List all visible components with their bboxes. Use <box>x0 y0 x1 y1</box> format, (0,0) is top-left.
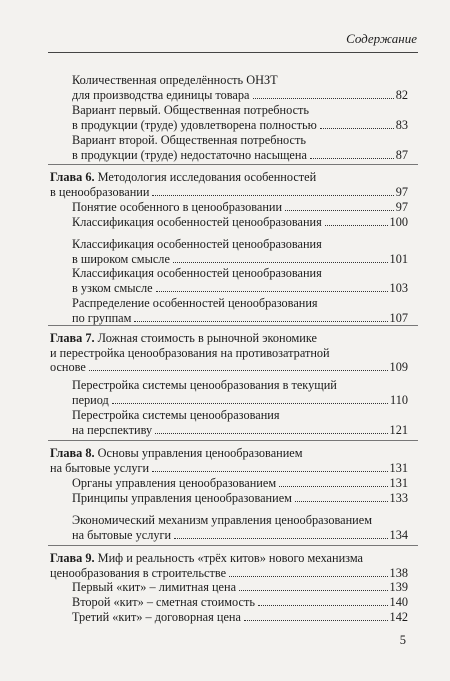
dot-leader <box>244 620 388 621</box>
entry-title-text: Перестройка системы ценообразования в текущий <box>72 378 337 392</box>
toc-entry-line <box>72 281 408 296</box>
chapter-divider <box>48 545 418 546</box>
entry-title-text: Второй «кит» – сметная стоимость <box>72 595 255 609</box>
entry-title-text: на бытовые услуги <box>50 460 150 475</box>
entry-title-text: Вариант первый. Общественная потребность <box>72 103 310 117</box>
toc-entry-line <box>72 513 408 528</box>
toc-entry-line <box>50 566 408 581</box>
dot-leader <box>253 98 394 99</box>
entry-title-text: Принципы управления ценообразованием <box>72 491 292 505</box>
toc-entry-line <box>72 266 408 281</box>
entry-title-text: ценообразования в строительстве <box>50 565 227 580</box>
entry-title-text: Распределение особенностей ценообразования <box>72 296 318 310</box>
entry-title-text: Перестройка системы ценообразования <box>72 408 280 422</box>
chapter-label: Глава 9. <box>50 551 95 565</box>
toc-entry-line <box>72 423 408 438</box>
toc-entry-line <box>50 346 408 361</box>
entry-title-text: Третий «кит» – договорная цена <box>72 610 241 624</box>
toc-entry-line <box>72 73 408 88</box>
toc-entry-line <box>72 580 408 595</box>
toc-entry-line <box>72 491 408 506</box>
toc-entry-line <box>72 200 408 215</box>
toc-section-entry[interactable] <box>72 73 408 102</box>
toc-entry-line <box>72 237 408 252</box>
entry-title-text: Ложная стоимость в рыночной экономике <box>97 331 317 345</box>
entry-page-number: 134 <box>389 527 408 542</box>
toc-section-entry[interactable] <box>72 215 408 230</box>
entry-title-text: Основы управления ценообразованием <box>97 446 303 460</box>
toc-chapter-entry[interactable] <box>50 551 408 580</box>
entry-title-text: в узком смысле <box>72 280 153 295</box>
entry-page-number: 140 <box>389 595 408 609</box>
chapter-divider <box>48 325 418 326</box>
toc-section-entry[interactable] <box>72 513 408 542</box>
entry-title-text: Миф и реальность «трёх китов» нового механизма <box>97 551 364 565</box>
entry-page-number: 97 <box>395 184 408 199</box>
entry-title-text: в широком смысле <box>72 251 170 266</box>
dot-leader <box>89 370 388 371</box>
entry-title-text: Классификация особенностей ценообразования <box>72 237 322 251</box>
entry-page-number: 121 <box>389 422 408 437</box>
entry-page-number: 107 <box>389 310 408 325</box>
toc-entry-line <box>72 148 408 163</box>
entry-page-number: 101 <box>389 251 408 266</box>
toc-entry-line <box>72 296 408 311</box>
entry-page-number: 133 <box>389 491 408 505</box>
dot-leader <box>134 321 387 322</box>
entry-page-number: 138 <box>389 565 408 580</box>
toc-entry-line <box>72 88 408 103</box>
dot-leader <box>285 210 394 211</box>
toc-entry-line <box>50 331 408 346</box>
toc-entry-line <box>72 476 408 491</box>
chapter-label: Глава 8. <box>50 446 95 460</box>
entry-title-text: на бытовые услуги <box>72 527 172 542</box>
dot-leader <box>320 128 394 129</box>
dot-leader <box>258 605 388 606</box>
toc-entry-line <box>72 311 408 326</box>
entry-page-number: 87 <box>395 147 408 162</box>
entry-title-text: Экономический механизм управления ценообразованием <box>72 513 372 527</box>
toc-entry-line <box>50 185 408 200</box>
dot-leader <box>152 471 387 472</box>
dot-leader <box>295 501 388 502</box>
toc-entry-line <box>72 103 408 118</box>
toc-section-entry[interactable] <box>72 266 408 295</box>
entry-title-text: в продукции (труде) удовлетворена полностью <box>72 117 317 132</box>
toc-entry-line <box>50 551 408 566</box>
toc-entry-line <box>72 215 408 230</box>
entry-page-number: 82 <box>395 87 408 102</box>
entry-title-text: Первый «кит» – лимитная цена <box>72 580 237 594</box>
toc-section-entry[interactable] <box>72 491 408 506</box>
toc-entry-line <box>72 610 408 625</box>
toc-entry-line <box>50 461 408 476</box>
entry-title-text: и перестройка ценообразования на противозатратной <box>50 345 330 360</box>
chapter-label: Глава 7. <box>50 331 95 345</box>
toc-entry-line <box>72 118 408 133</box>
entry-title-text: для производства единицы товара <box>72 87 250 102</box>
dot-leader <box>173 262 388 263</box>
entry-title-text: основе <box>50 360 86 375</box>
toc-section-entry[interactable] <box>72 133 408 162</box>
toc-section-entry[interactable] <box>72 378 408 407</box>
toc-section-entry[interactable] <box>72 237 408 266</box>
toc-entry-line <box>72 408 408 423</box>
entry-title-text: в ценообразовании <box>50 184 150 199</box>
dot-leader <box>155 433 387 434</box>
entry-page-number: 103 <box>389 280 408 295</box>
entry-title-text: по группам <box>72 310 132 325</box>
entry-title-text: Вариант второй. Общественная потребность <box>72 133 306 147</box>
toc-section-entry[interactable] <box>72 103 408 132</box>
dot-leader <box>152 195 393 196</box>
entry-page-number: 109 <box>389 360 408 375</box>
dot-leader <box>174 538 387 539</box>
entry-title-text: Количественная определённость ОНЗТ <box>72 73 278 87</box>
toc-section-entry[interactable] <box>72 476 408 491</box>
entry-title-text: в продукции (труде) недостаточно насыщена <box>72 147 307 162</box>
toc-entry-line <box>50 360 408 375</box>
dot-leader <box>325 225 388 226</box>
entry-title-text: Понятие особенного в ценообразовании <box>72 200 283 214</box>
chapter-divider <box>48 440 418 441</box>
toc-entry-line <box>72 528 408 543</box>
toc-section-entry[interactable] <box>72 595 408 610</box>
entry-title-text: период <box>72 392 109 407</box>
toc-entry-line <box>50 170 408 185</box>
running-head: Содержание <box>346 31 417 46</box>
toc-section-entry[interactable] <box>72 408 408 437</box>
entry-page-number: 110 <box>390 392 408 407</box>
entry-page-number: 139 <box>389 580 408 594</box>
toc-section-entry[interactable] <box>72 296 408 325</box>
toc-section-entry[interactable] <box>72 200 408 215</box>
entry-page-number: 100 <box>389 215 408 229</box>
dot-leader <box>112 403 388 404</box>
chapter-divider <box>48 164 418 165</box>
entry-title-text: Методология исследования особенностей <box>97 170 317 184</box>
toc-entry-line <box>50 446 408 461</box>
toc-section-entry[interactable] <box>72 610 408 625</box>
entry-title-text: Классификация особенностей ценообразования <box>72 215 322 229</box>
toc-chapter-entry[interactable] <box>50 331 408 375</box>
entry-title-text: на перспективу <box>72 422 153 437</box>
toc-entry-line <box>72 252 408 267</box>
entry-title-text: Органы управления ценообразованием <box>72 476 277 490</box>
dot-leader <box>239 590 388 591</box>
dot-leader <box>229 576 387 577</box>
entry-page-number: 83 <box>395 117 408 132</box>
toc-entry-line <box>72 393 408 408</box>
toc-section-entry[interactable] <box>72 580 408 595</box>
page-number: 5 <box>399 633 406 647</box>
toc-entry-line <box>72 595 408 610</box>
entry-page-number: 97 <box>395 200 408 214</box>
dot-leader <box>279 486 387 487</box>
toc-entry-line <box>72 378 408 393</box>
dot-leader <box>156 291 388 292</box>
chapter-label: Глава 6. <box>50 170 95 184</box>
entry-title-text: Классификация особенностей ценообразования <box>72 266 322 280</box>
toc-entry-line <box>72 133 408 148</box>
toc-chapter-entry[interactable] <box>50 170 408 199</box>
dot-leader <box>310 158 394 159</box>
entry-page-number: 131 <box>389 460 408 475</box>
entry-page-number: 142 <box>389 610 408 624</box>
toc-chapter-entry[interactable] <box>50 446 408 475</box>
entry-page-number: 131 <box>389 476 408 490</box>
header-rule <box>48 52 418 53</box>
